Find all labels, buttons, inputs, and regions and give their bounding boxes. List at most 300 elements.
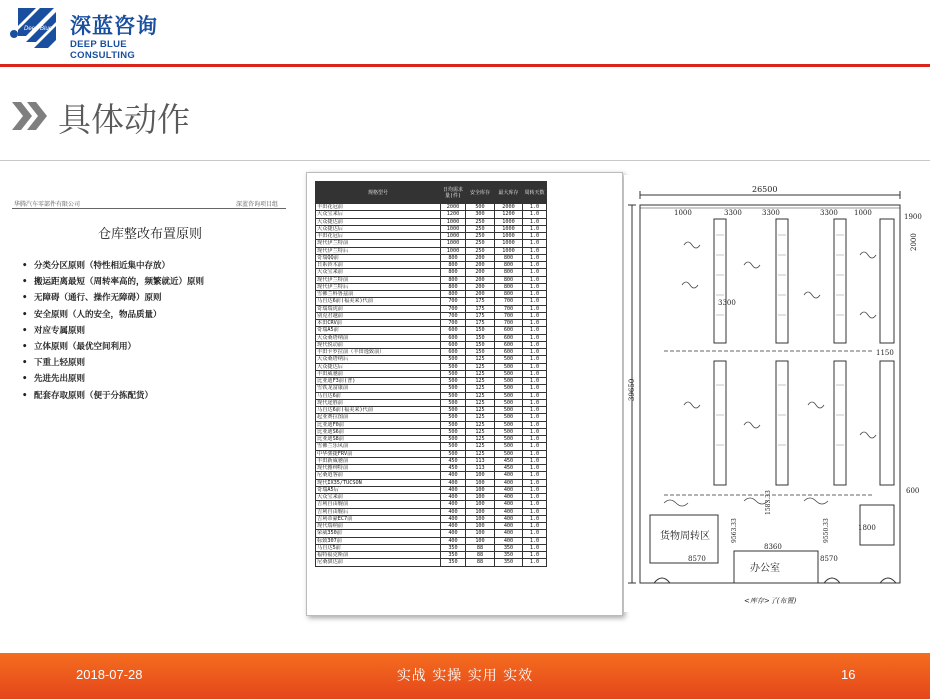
table-cell: 丰田卡罗拉前（丰田逸致前）	[316, 349, 441, 356]
table-cell: 1.0	[523, 233, 547, 240]
table-cell: 吉利自由舰后	[316, 508, 441, 515]
table-cell: 600	[495, 349, 523, 356]
company-logo	[8, 6, 188, 61]
table-cell: 尼桑逍客前	[316, 472, 441, 479]
table-cell: 1.0	[523, 276, 547, 283]
dim-top: 1000	[854, 209, 872, 217]
table-cell: 1.0	[523, 334, 547, 341]
table-cell: 大众宝来前	[316, 269, 441, 276]
table-cell: 1.0	[523, 523, 547, 530]
scanned-principles-document	[2, 183, 298, 604]
table-cell: 500	[441, 392, 466, 399]
table-row	[316, 262, 547, 269]
table-cell: 1.0	[523, 392, 547, 399]
table-cell: 1000	[495, 218, 523, 225]
table-cell: 1.0	[523, 559, 547, 566]
table-cell: 500	[495, 421, 523, 428]
table-cell: 1.0	[523, 407, 547, 414]
table-cell: 400	[441, 530, 466, 537]
table-cell: 450	[495, 465, 523, 472]
table-cell: 125	[466, 421, 495, 428]
table-cell: 比亚迪S6前	[316, 428, 441, 435]
dim-9550: 9550.33	[823, 518, 830, 543]
table-row	[316, 537, 547, 544]
table-cell: 1.0	[523, 385, 547, 392]
principle-item: • 对应专属原则	[22, 324, 204, 340]
table-cell: 200	[466, 276, 495, 283]
table-cell: 日系铃木前	[316, 262, 441, 269]
scanned-inventory-table	[306, 172, 623, 616]
table-cell: 125	[466, 370, 495, 377]
table-cell: 1200	[495, 211, 523, 218]
table-cell: 1.0	[523, 254, 547, 261]
dim-height: 39650	[628, 378, 636, 401]
principle-item: • 配套存取原则（便于分拣配货）	[22, 389, 204, 405]
table-cell: 500	[441, 414, 466, 421]
table-row	[316, 421, 547, 428]
table-row	[316, 305, 547, 312]
table-cell: 500	[495, 436, 523, 443]
column-header: 安全库存	[466, 182, 495, 204]
table-cell: 丰田花冠后	[316, 233, 441, 240]
dim-top: 1000	[674, 209, 692, 217]
table-cell: 500	[495, 378, 523, 385]
table-cell: 大众捷达前	[316, 218, 441, 225]
table-cell: 500	[441, 370, 466, 377]
table-row	[316, 225, 547, 232]
table-cell: 125	[466, 414, 495, 421]
table-cell: 1000	[495, 240, 523, 247]
table-row	[316, 559, 547, 566]
table-row	[316, 399, 547, 406]
table-row	[316, 276, 547, 283]
table-row	[316, 465, 547, 472]
table-cell: 400	[441, 515, 466, 522]
dim-600: 600	[906, 487, 920, 495]
table-row	[316, 494, 547, 501]
table-cell: 800	[495, 269, 523, 276]
table-cell: 1.0	[523, 508, 547, 515]
table-cell: 88	[466, 552, 495, 559]
table-cell: 400	[441, 523, 466, 530]
table-cell: 100	[466, 494, 495, 501]
table-row	[316, 515, 547, 522]
table-cell: 350	[495, 559, 523, 566]
table-row	[316, 370, 547, 377]
table-cell: 500	[441, 356, 466, 363]
svg-text:Deep Blue: Deep Blue	[24, 26, 53, 32]
table-cell: 500	[495, 450, 523, 457]
table-cell: 1.0	[523, 327, 547, 334]
table-cell: 125	[466, 392, 495, 399]
table-cell: 1.0	[523, 370, 547, 377]
table-cell: 400	[441, 479, 466, 486]
table-cell: 1.0	[523, 515, 547, 522]
table-cell: 1000	[441, 225, 466, 232]
table-cell: 1.0	[523, 262, 547, 269]
column-header: 日均需求量(件)	[441, 182, 466, 204]
table-cell: 大众桑塔纳前	[316, 334, 441, 341]
brand-name-en: DEEP BLUE CONSULTING	[70, 39, 136, 61]
table-row	[316, 312, 547, 319]
table-row	[316, 298, 547, 305]
table-cell: 125	[466, 450, 495, 457]
table-cell: 本田CRV前	[316, 320, 441, 327]
table-cell: 1.0	[523, 457, 547, 464]
table-row	[316, 349, 547, 356]
table-cell: 500	[495, 392, 523, 399]
dim-1583: 1583.33	[765, 490, 772, 515]
table-row	[316, 320, 547, 327]
table-cell: 奇瑞A5后	[316, 486, 441, 493]
table-cell: 1.0	[523, 269, 547, 276]
table-row	[316, 269, 547, 276]
table-cell: 1000	[495, 247, 523, 254]
table-cell: 1.0	[523, 552, 547, 559]
table-cell: 1.0	[523, 356, 547, 363]
table-cell: 700	[441, 312, 466, 319]
table-cell: 350	[441, 552, 466, 559]
table-cell: 比亚迪F3前(普)	[316, 378, 441, 385]
table-cell: 500	[441, 443, 466, 450]
table-cell: 1.0	[523, 240, 547, 247]
table-cell: 450	[441, 457, 466, 464]
principle-item: • 先进先出原则	[22, 372, 204, 388]
table-cell: 88	[466, 544, 495, 551]
table-cell: 1.0	[523, 320, 547, 327]
dim-8570: 8570	[820, 555, 838, 563]
table-cell: 125	[466, 443, 495, 450]
table-row	[316, 501, 547, 508]
table-row	[316, 486, 547, 493]
page-number: 16	[841, 667, 856, 682]
table-cell: 丰田新威驰前	[316, 457, 441, 464]
table-cell: 大众桑塔纳后	[316, 356, 441, 363]
table-cell: 500	[441, 450, 466, 457]
table-cell: 现代伊兰特后	[316, 283, 441, 290]
table-cell: 1.0	[523, 414, 547, 421]
table-row	[316, 392, 547, 399]
table-cell: 400	[441, 508, 466, 515]
table-cell: 150	[466, 334, 495, 341]
table-cell: 奇瑞QQ前	[316, 254, 441, 261]
table-cell: 125	[466, 436, 495, 443]
table-cell: 现代伊兰特前	[316, 276, 441, 283]
table-cell: 400	[495, 537, 523, 544]
table-cell: 700	[495, 320, 523, 327]
table-row	[316, 472, 547, 479]
double-chevron-right-icon	[10, 100, 50, 132]
table-cell: 别克君越前	[316, 312, 441, 319]
dim-8360: 8360	[764, 543, 782, 551]
table-cell: 比亚迪S8前	[316, 436, 441, 443]
table-cell: 1.0	[523, 472, 547, 479]
table-cell: 125	[466, 363, 495, 370]
warehouse-floor-plan	[624, 175, 928, 612]
table-cell: 1000	[441, 218, 466, 225]
table-cell: 1.0	[523, 479, 547, 486]
table-cell: 1.0	[523, 341, 547, 348]
table-cell: 800	[495, 262, 523, 269]
table-cell: 丰田花冠前	[316, 204, 441, 211]
table-cell: 250	[466, 247, 495, 254]
table-cell: 1.0	[523, 291, 547, 298]
table-cell: 700	[441, 320, 466, 327]
table-cell: 雪铁龙富康前	[316, 385, 441, 392]
table-row	[316, 378, 547, 385]
table-cell: 200	[466, 269, 495, 276]
principles-list	[22, 259, 204, 405]
table-row	[316, 530, 547, 537]
table-cell: 800	[441, 276, 466, 283]
table-cell: 500	[466, 204, 495, 211]
table-cell: 500	[495, 370, 523, 377]
table-row	[316, 247, 547, 254]
footer-bar	[0, 653, 930, 699]
table-cell: 尼桑骐达前	[316, 559, 441, 566]
table-cell: 1.0	[523, 530, 547, 537]
table-cell: 113	[466, 465, 495, 472]
dim-8570: 8570	[688, 555, 706, 563]
table-cell: 吉利自由舰前	[316, 501, 441, 508]
table-cell: 400	[441, 537, 466, 544]
table-cell: 100	[466, 501, 495, 508]
table-cell: 1.0	[523, 305, 547, 312]
dim-width: 26500	[752, 185, 778, 194]
table-cell: 400	[441, 494, 466, 501]
table-cell: 175	[466, 305, 495, 312]
footer-date: 2018-07-28	[76, 667, 143, 682]
table-cell: 400	[495, 515, 523, 522]
table-cell: 100	[466, 537, 495, 544]
table-cell: 300	[466, 211, 495, 218]
table-cell: 350	[441, 544, 466, 551]
table-row	[316, 218, 547, 225]
table-cell: 450	[441, 465, 466, 472]
table-row	[316, 414, 547, 421]
table-cell: 1.0	[523, 247, 547, 254]
table-cell: 比亚迪F0前	[316, 421, 441, 428]
table-cell: 100	[466, 523, 495, 530]
scanned-warehouse-layout	[624, 175, 928, 612]
doc-company-header: 华腾汽车零部件有限公司	[14, 201, 81, 208]
table-cell: 1200	[441, 211, 466, 218]
table-cell: 800	[495, 254, 523, 261]
table-cell: 700	[495, 298, 523, 305]
dim-right-top: 1900	[904, 213, 922, 221]
table-cell: 1.0	[523, 399, 547, 406]
table-row	[316, 508, 547, 515]
deep-blue-logo-icon	[8, 6, 64, 56]
table-body	[316, 204, 547, 567]
principle-item: • 下重上轻原则	[22, 356, 204, 372]
header-divider	[0, 64, 930, 67]
table-cell: 500	[441, 428, 466, 435]
table-cell: 175	[466, 312, 495, 319]
table-cell: 400	[495, 508, 523, 515]
table-cell: 1.0	[523, 544, 547, 551]
doc-project-header: 深蓝咨询项目组	[235, 201, 278, 208]
table-cell: 800	[495, 276, 523, 283]
table-cell: 1.0	[523, 204, 547, 211]
table-cell: 100	[466, 530, 495, 537]
table-row	[316, 385, 547, 392]
table-cell: 250	[466, 240, 495, 247]
table-cell: 400	[441, 472, 466, 479]
table-cell: 500	[495, 443, 523, 450]
table-cell: 500	[441, 378, 466, 385]
title-divider	[0, 160, 930, 161]
table-cell: 400	[495, 479, 523, 486]
table-cell: 100	[466, 472, 495, 479]
footer-slogan: 实战 实操 实用 实效	[396, 668, 534, 684]
table-cell: 1.0	[523, 225, 547, 232]
table-cell: 100	[466, 479, 495, 486]
table-row	[316, 254, 547, 261]
table-cell: 150	[466, 349, 495, 356]
table-cell: 250	[466, 225, 495, 232]
goods-zone-label: 货物周转区	[660, 531, 710, 542]
table-cell: 400	[495, 494, 523, 501]
table-cell: 800	[441, 291, 466, 298]
table-row	[316, 428, 547, 435]
dim-1150: 1150	[876, 349, 894, 357]
table-cell: 450	[495, 457, 523, 464]
table-cell: 1000	[441, 240, 466, 247]
table-cell: 125	[466, 385, 495, 392]
table-cell: 中华骏捷FRV前	[316, 450, 441, 457]
table-cell: 大众捷达后	[316, 363, 441, 370]
table-cell: 1.0	[523, 363, 547, 370]
table-cell: 马自达6前(福美来)代前	[316, 407, 441, 414]
table-row	[316, 327, 547, 334]
table-cell: 2000	[495, 204, 523, 211]
table-row	[316, 211, 547, 218]
table-cell: 200	[466, 283, 495, 290]
office-label: 办公室	[750, 563, 780, 574]
column-header: 最大库存	[495, 182, 523, 204]
doc-header-rule	[12, 208, 286, 209]
table-cell: 700	[441, 305, 466, 312]
table-cell: 500	[441, 407, 466, 414]
table-cell: 2000	[441, 204, 466, 211]
table-cell: 1000	[441, 233, 466, 240]
table-cell: 600	[441, 349, 466, 356]
table-cell: 500	[495, 385, 523, 392]
table-cell: 1.0	[523, 501, 547, 508]
table-cell: 150	[466, 327, 495, 334]
table-row	[316, 457, 547, 464]
table-row	[316, 204, 547, 211]
table-row	[316, 341, 547, 348]
table-cell: 500	[495, 356, 523, 363]
table-cell: 大众宝来前	[316, 494, 441, 501]
table-cell: 1.0	[523, 211, 547, 218]
table-cell: 125	[466, 399, 495, 406]
table-cell: 175	[466, 320, 495, 327]
table-cell: 起亚赛拉图前	[316, 414, 441, 421]
table-cell: 800	[495, 291, 523, 298]
column-header: 规格型号	[316, 182, 441, 204]
table-cell: 奇瑞A5前	[316, 327, 441, 334]
table-cell: 200	[466, 291, 495, 298]
table-cell: 马自达6前(福美来)代前	[316, 298, 441, 305]
principle-item: • 无障碍（通行、操作无障碍）原则	[22, 291, 204, 307]
table-cell: 1.0	[523, 378, 547, 385]
table-cell: 500	[441, 385, 466, 392]
table-cell: 700	[441, 298, 466, 305]
table-row	[316, 544, 547, 551]
table-cell: 雪佛兰乐风前	[316, 443, 441, 450]
table-row	[316, 283, 547, 290]
table-cell: 700	[495, 312, 523, 319]
inventory-table	[315, 181, 547, 567]
page-title: 具体动作	[58, 100, 190, 139]
table-cell: 1.0	[523, 537, 547, 544]
table-cell: 88	[466, 559, 495, 566]
principle-item: • 立体原则（最优空间利用）	[22, 340, 204, 356]
table-row	[316, 363, 547, 370]
principle-item: • 安全原则（人的安全，物品质量）	[22, 308, 204, 324]
table-cell: 1.0	[523, 312, 547, 319]
table-cell: 200	[466, 254, 495, 261]
table-row	[316, 407, 547, 414]
table-row	[316, 233, 547, 240]
dim-top: 3300	[820, 209, 838, 217]
table-row	[316, 240, 547, 247]
table-cell: 600	[441, 327, 466, 334]
table-cell: 现代雅绅特前	[316, 465, 441, 472]
table-cell: 400	[441, 486, 466, 493]
table-cell: 800	[495, 283, 523, 290]
table-cell: 400	[495, 523, 523, 530]
table-row	[316, 450, 547, 457]
table-cell: 600	[441, 341, 466, 348]
table-cell: 1.0	[523, 443, 547, 450]
principle-item: • 搬运距离最短（周转率高的，频繁就近）原则	[22, 275, 204, 291]
table-cell: 175	[466, 298, 495, 305]
principle-item: • 分类分区原则（特性相近集中存放）	[22, 259, 204, 275]
table-cell: 500	[495, 363, 523, 370]
table-cell: 1.0	[523, 218, 547, 225]
table-cell: 现代伊兰特后	[316, 247, 441, 254]
table-cell: 1.0	[523, 486, 547, 493]
table-cell: 125	[466, 378, 495, 385]
table-cell: 1000	[441, 247, 466, 254]
table-cell: 现代瑞纳前	[316, 523, 441, 530]
column-header: 周转天数	[523, 182, 547, 204]
table-cell: 600	[495, 334, 523, 341]
table-cell: 500	[495, 399, 523, 406]
table-header-row	[316, 182, 547, 204]
table-cell: 400	[495, 486, 523, 493]
table-cell: 500	[495, 428, 523, 435]
table-cell: 丰田威驰前	[316, 370, 441, 377]
table-cell: 1.0	[523, 421, 547, 428]
table-cell: 500	[441, 399, 466, 406]
table-row	[316, 523, 547, 530]
table-cell: 福特福克斯前	[316, 552, 441, 559]
table-row	[316, 552, 547, 559]
table-cell: 600	[495, 341, 523, 348]
brand-name-cn: 深蓝咨询	[70, 14, 158, 38]
table-cell: 400	[495, 472, 523, 479]
table-cell: 800	[441, 254, 466, 261]
table-cell: 1.0	[523, 436, 547, 443]
table-cell: 800	[441, 262, 466, 269]
dim-1800: 1800	[858, 524, 876, 532]
table-cell: 150	[466, 341, 495, 348]
